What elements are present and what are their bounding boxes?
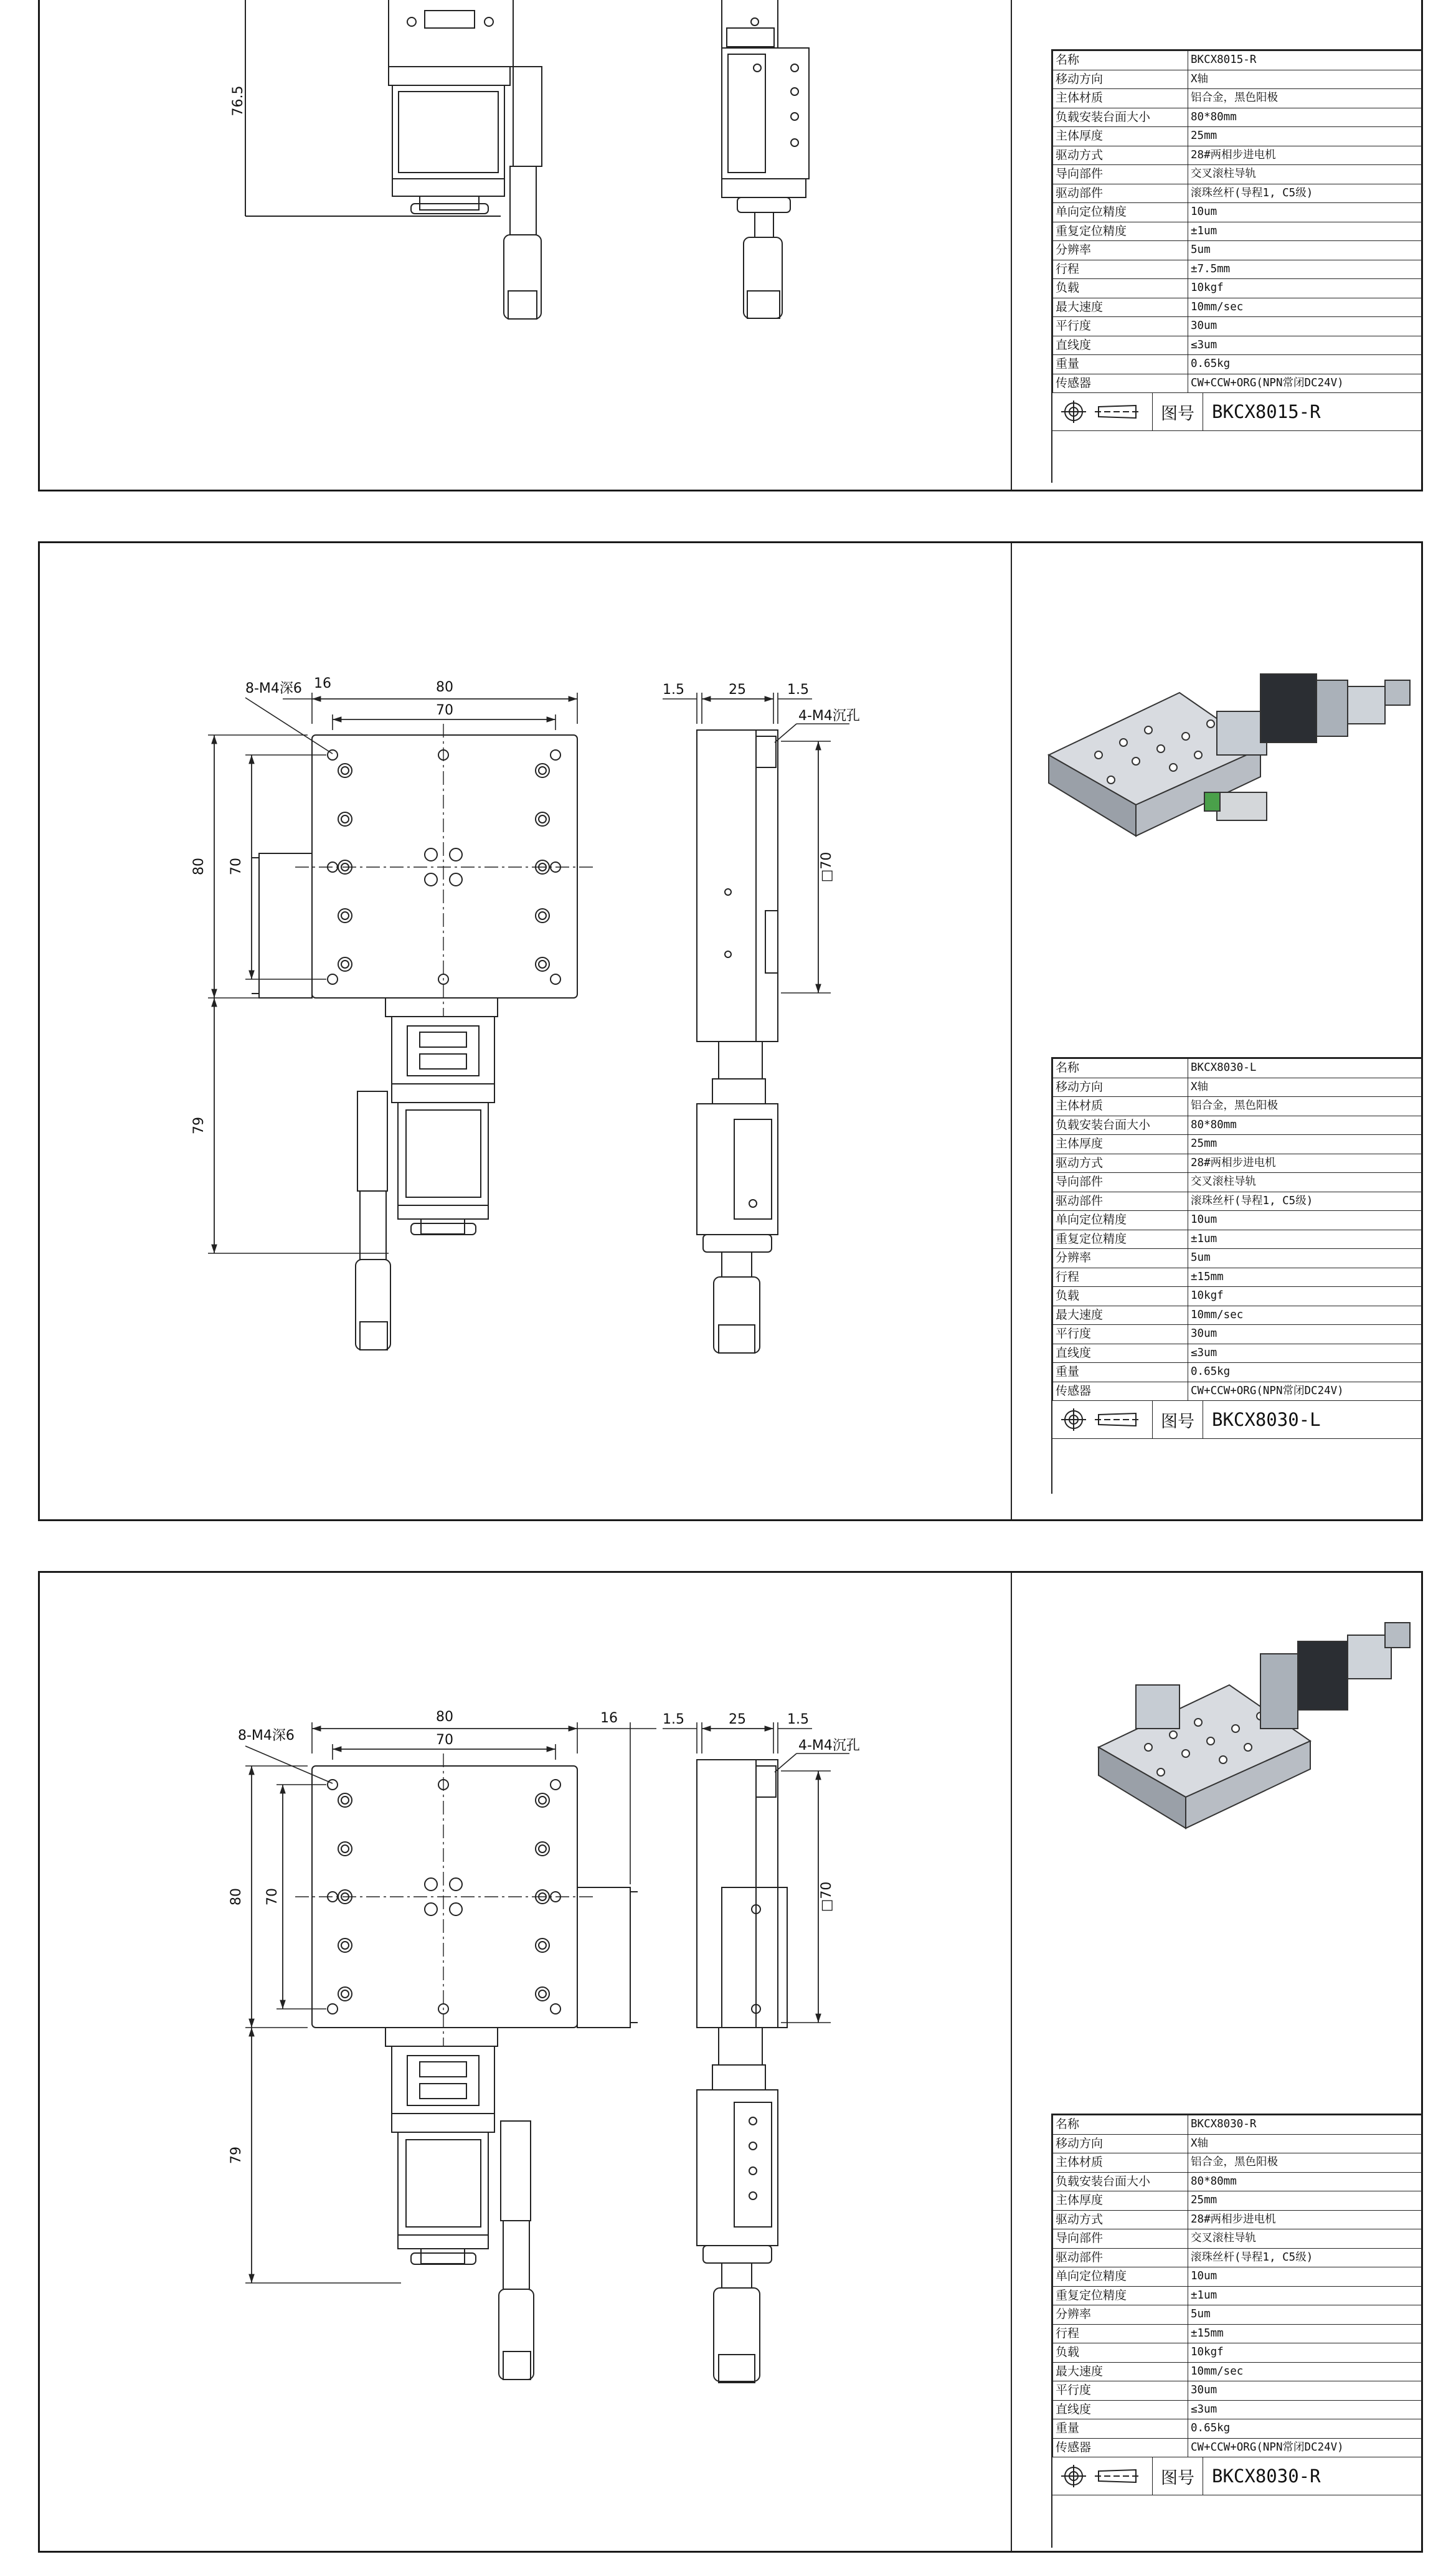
title-block xyxy=(1052,1401,1423,1439)
projection-symbol-icon xyxy=(1052,2457,1153,2495)
spec-row: 驱动部件 滚珠丝杆(导程1, C5级) xyxy=(1053,184,1423,203)
dim-pitch: 70 xyxy=(436,703,453,718)
drawing-no-label: 图号 xyxy=(1153,393,1203,430)
spec-row: 主体材质 铝合金，黑色阳极 xyxy=(1053,1097,1423,1116)
dim-hole-spec: 8-M4深6 xyxy=(245,681,302,696)
dim-offset: 16 xyxy=(314,676,331,691)
spec-row: 重复定位精度 ±1um xyxy=(1053,2286,1423,2305)
spec-table-2 xyxy=(1051,1057,1423,1494)
spec-row: 负载 10kgf xyxy=(1053,279,1423,298)
spec-row: 传感器 CW+CCW+ORG(NPN常闭DC24V) xyxy=(1053,1382,1423,1401)
spec-row: 负载 10kgf xyxy=(1053,1287,1423,1306)
dim-thickness: 25 xyxy=(729,682,746,698)
spec-row: 移动方向 X轴 xyxy=(1053,1078,1423,1097)
dim-height: 79 xyxy=(191,1117,207,1134)
dim-square: □70 xyxy=(819,852,834,883)
spec-row: 移动方向 X轴 xyxy=(1053,70,1423,89)
stage-3d-illustration xyxy=(1049,674,1410,836)
dim-side-width: 80 xyxy=(191,858,207,875)
dim-height-1: 76.5 xyxy=(230,85,246,116)
dim-height: 79 xyxy=(229,2147,244,2164)
spec-row: 重复定位精度 ±1um xyxy=(1053,1230,1423,1249)
drawing-no-label: 图号 xyxy=(1153,1401,1203,1438)
spec-row: 平行度 30um xyxy=(1053,1325,1423,1344)
projection-symbol-icon xyxy=(1052,1401,1153,1438)
spec-row: 行程 ±7.5mm xyxy=(1053,260,1423,279)
spec-row: 负载安装台面大小 80*80mm xyxy=(1053,1116,1423,1135)
spec-row: 最大速度 10mm/sec xyxy=(1053,1306,1423,1325)
title-block xyxy=(1052,393,1423,431)
spec-row: 传感器 CW+CCW+ORG(NPN常闭DC24V) xyxy=(1053,374,1423,393)
dim-hole-spec: 8-M4深6 xyxy=(238,1728,295,1744)
spec-row: 驱动部件 滚珠丝杆(导程1, C5级) xyxy=(1053,1192,1423,1211)
spec-row: 导向部件 交叉滚柱导轨 xyxy=(1053,2229,1423,2249)
dim-counterbore: 4-M4沉孔 xyxy=(798,708,860,724)
dim-side-pitch: 70 xyxy=(265,1888,280,1905)
dim-width: 80 xyxy=(436,680,453,695)
spec-row: 驱动方式 28#两相步进电机 xyxy=(1053,1154,1423,1173)
spec-row: 直线度 ≤3um xyxy=(1053,2400,1423,2419)
spec-row: 直线度 ≤3um xyxy=(1053,1344,1423,1363)
spec-row: 行程 ±15mm xyxy=(1053,1268,1423,1287)
drawing-sheet-3 xyxy=(38,1571,1423,2553)
title-block xyxy=(1052,2457,1423,2495)
spec-row: 重量 0.65kg xyxy=(1053,355,1423,374)
spec-row: 负载安装台面大小 80*80mm xyxy=(1053,2172,1423,2191)
drawing-sheet-2 xyxy=(38,541,1423,1521)
spec-row: 重量 0.65kg xyxy=(1053,1363,1423,1382)
spec-row: 导向部件 交叉滚柱导轨 xyxy=(1053,165,1423,184)
dim-side-width: 80 xyxy=(229,1888,244,1905)
spec-table-3 xyxy=(1051,2114,1423,2548)
dim-gap-right: 1.5 xyxy=(787,1712,809,1727)
spec-row: 负载 10kgf xyxy=(1053,2343,1423,2363)
spec-row: 重复定位精度 ±1um xyxy=(1053,222,1423,241)
drawing-no-value: BKCX8030-L xyxy=(1212,1409,1321,1430)
dim-gap-left: 1.5 xyxy=(663,1712,684,1727)
spec-row: 单向定位精度 10um xyxy=(1053,2267,1423,2287)
spec-row: 重量 0.65kg xyxy=(1053,2419,1423,2439)
spec-row: 直线度 ≤3um xyxy=(1053,336,1423,355)
spec-row: 名称 BKCX8030-L xyxy=(1053,1059,1423,1078)
spec-row: 移动方向 X轴 xyxy=(1053,2134,1423,2153)
spec-row: 导向部件 交叉滚柱导轨 xyxy=(1053,1173,1423,1192)
spec-row: 驱动方式 28#两相步进电机 xyxy=(1053,146,1423,165)
spec-row: 最大速度 10mm/sec xyxy=(1053,2362,1423,2381)
spec-row: 主体材质 铝合金，黑色阳极 xyxy=(1053,89,1423,108)
dim-side-pitch: 70 xyxy=(229,858,244,875)
drawing-no-value: BKCX8030-R xyxy=(1212,2465,1321,2487)
spec-row: 最大速度 10mm/sec xyxy=(1053,298,1423,317)
spec-row: 传感器 CW+CCW+ORG(NPN常闭DC24V) xyxy=(1053,2438,1423,2457)
spec-row: 行程 ±15mm xyxy=(1053,2324,1423,2343)
spec-row: 平行度 30um xyxy=(1053,317,1423,336)
drawing-no-value: BKCX8015-R xyxy=(1212,401,1321,422)
dim-gap-left: 1.5 xyxy=(663,682,684,698)
spec-row: 主体厚度 25mm xyxy=(1053,127,1423,146)
spec-row: 驱动部件 滚珠丝杆(导程1, C5级) xyxy=(1053,2248,1423,2267)
dim-counterbore: 4-M4沉孔 xyxy=(798,1738,860,1753)
spec-row: 单向定位精度 10um xyxy=(1053,203,1423,222)
spec-row: 驱动方式 28#两相步进电机 xyxy=(1053,2210,1423,2229)
spec-row: 主体厚度 25mm xyxy=(1053,1135,1423,1154)
dim-thickness: 25 xyxy=(729,1712,746,1727)
dim-gap-right: 1.5 xyxy=(787,682,809,698)
spec-row: 分辨率 5um xyxy=(1053,2305,1423,2325)
spec-row: 平行度 30um xyxy=(1053,2381,1423,2401)
spec-row: 主体材质 铝合金，黑色阳极 xyxy=(1053,2153,1423,2173)
drawing-sheet-1 xyxy=(38,0,1423,491)
spec-row: 单向定位精度 10um xyxy=(1053,1211,1423,1230)
spec-row: 负载安装台面大小 80*80mm xyxy=(1053,108,1423,127)
spec-row: 分辨率 5um xyxy=(1053,1249,1423,1268)
dim-offset: 16 xyxy=(600,1711,618,1726)
spec-row: 名称 BKCX8030-R xyxy=(1053,2115,1423,2135)
spec-row: 分辨率 5um xyxy=(1053,241,1423,260)
projection-symbol-icon xyxy=(1052,393,1153,430)
dim-width: 80 xyxy=(436,1709,453,1725)
spec-table-1 xyxy=(1051,49,1423,483)
drawing-no-label: 图号 xyxy=(1153,2457,1203,2495)
dim-pitch: 70 xyxy=(436,1732,453,1748)
spec-row: 主体厚度 25mm xyxy=(1053,2191,1423,2211)
spec-row: 名称 BKCX8015-R xyxy=(1053,51,1423,70)
stage-3d-illustration xyxy=(1099,1623,1410,1828)
dim-square: □70 xyxy=(819,1881,834,1912)
